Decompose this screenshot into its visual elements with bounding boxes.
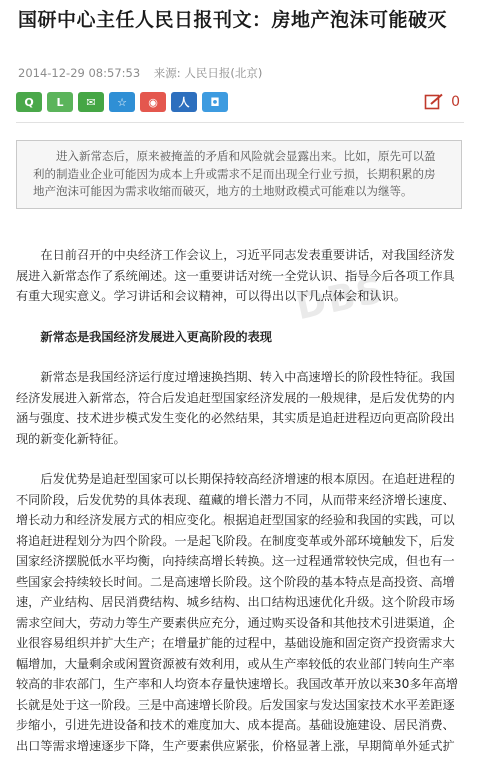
article-title: 国研中心主任人民日报刊文：房地产泡沫可能破灭 [18,9,448,31]
line-share-icon[interactable]: L [47,92,73,112]
favorite-share-icon[interactable]: ☆ [109,92,135,112]
paragraph: 后发优势是追赶型国家可以长期保持较高经济增速的根本原因。在追赶进程的不同阶段，后发优势的具体表现、蕴藏的增长潜力不同，从而带来经济增长速度、增长动力和经济发展方式的相应变化。根据追赶型国家的经验和我国的实践，可以将追赶进程划分为四个阶段。一是起飞阶段。在制度变革或外部环境触发下，后发国家经济摆脱低水平均衡，向持续高增长转换。这一过程通常较快完成，但也有一些国家会持续较长时间。二是高速增长阶段。这个阶段的基本特点是高投资、高增速，产业结构、居民消费结构、城乡结构、出口结构迅速优化升级。这个阶段市场需求空间大，劳动力等生产要素供应充分，通过购买设备和其他技术引进渠道，企业很容易组织并扩大生产；在增量扩能的过程中，基础设施和固定资产投资需求大幅增加，大量剩余或闲置资源被有效利用，或从生产率较低的农业部门转向生产率较高的非农部门，生产率和人均资本存量快速增长。我国改革开放以来30多年高增长就是处于这一阶段。三是中高速增长阶段。后发国家与发达国家技术水平差距逐步缩小，引进先进设备和技术的难度加大、成本提高。基础设施建设、居民消费、出口等需求增速逐步下降，生产要素供应紧张，价格显著上涨，早期简单外延式扩 [16,472,459,753]
comment-button[interactable] [424,92,460,112]
article-source: 来源: 人民日报(北京) [153,66,263,80]
weibo-share-icon[interactable]: ◉ [140,92,166,112]
qzone-share-icon[interactable]: Q [16,92,42,112]
section-subtitle: 新常态是我国经济发展进入更高阶段的表现 [40,329,272,344]
article-body [16,245,466,776]
wechat-share-icon[interactable]: ✉ [78,92,104,112]
share-bar [16,92,464,114]
tencent-share-icon[interactable]: ◘ [202,92,228,112]
divider [16,122,464,123]
renren-share-icon[interactable]: 人 [171,92,197,112]
article-meta [18,65,272,81]
watermark: DBS [292,269,389,329]
comment-count: 0 [451,94,460,110]
article-summary: 进入新常态后，原来被掩盖的矛盾和风险就会显露出来。比如，原先可以盈利的制造业企业可能因为成本上升或需求不足而出现全行业亏损，长期积累的房地产泡沫可能因为需求收缩而破灭，地方的土地财政模式可能难以为继等。 [16,140,462,209]
paragraph: 在日前召开的中央经济工作会议上，习近平同志发表重要讲话，对我国经济发展进入新常态作了系统阐述。这一重要讲话对统一全党认识、指导今后各项工作具有重大现实意义。学习讲话和会议精神，可以得出以下几点体会和认识。 [16,248,455,303]
edit-comment-icon [424,93,444,111]
paragraph: 新常态是我国经济运行度过增速换挡期、转入中高速增长的阶段性特征。我国经济发展进入新常态，符合后发追赶型国家经济发展的一般规律，是后发优势的内涵与强度、技术进步模式发生变化的必然结果，其实质是追赶进程迈向更高阶段出现的新变化新特征。 [16,370,455,446]
publish-date: 2014-12-29 08:57:53 [18,66,141,80]
